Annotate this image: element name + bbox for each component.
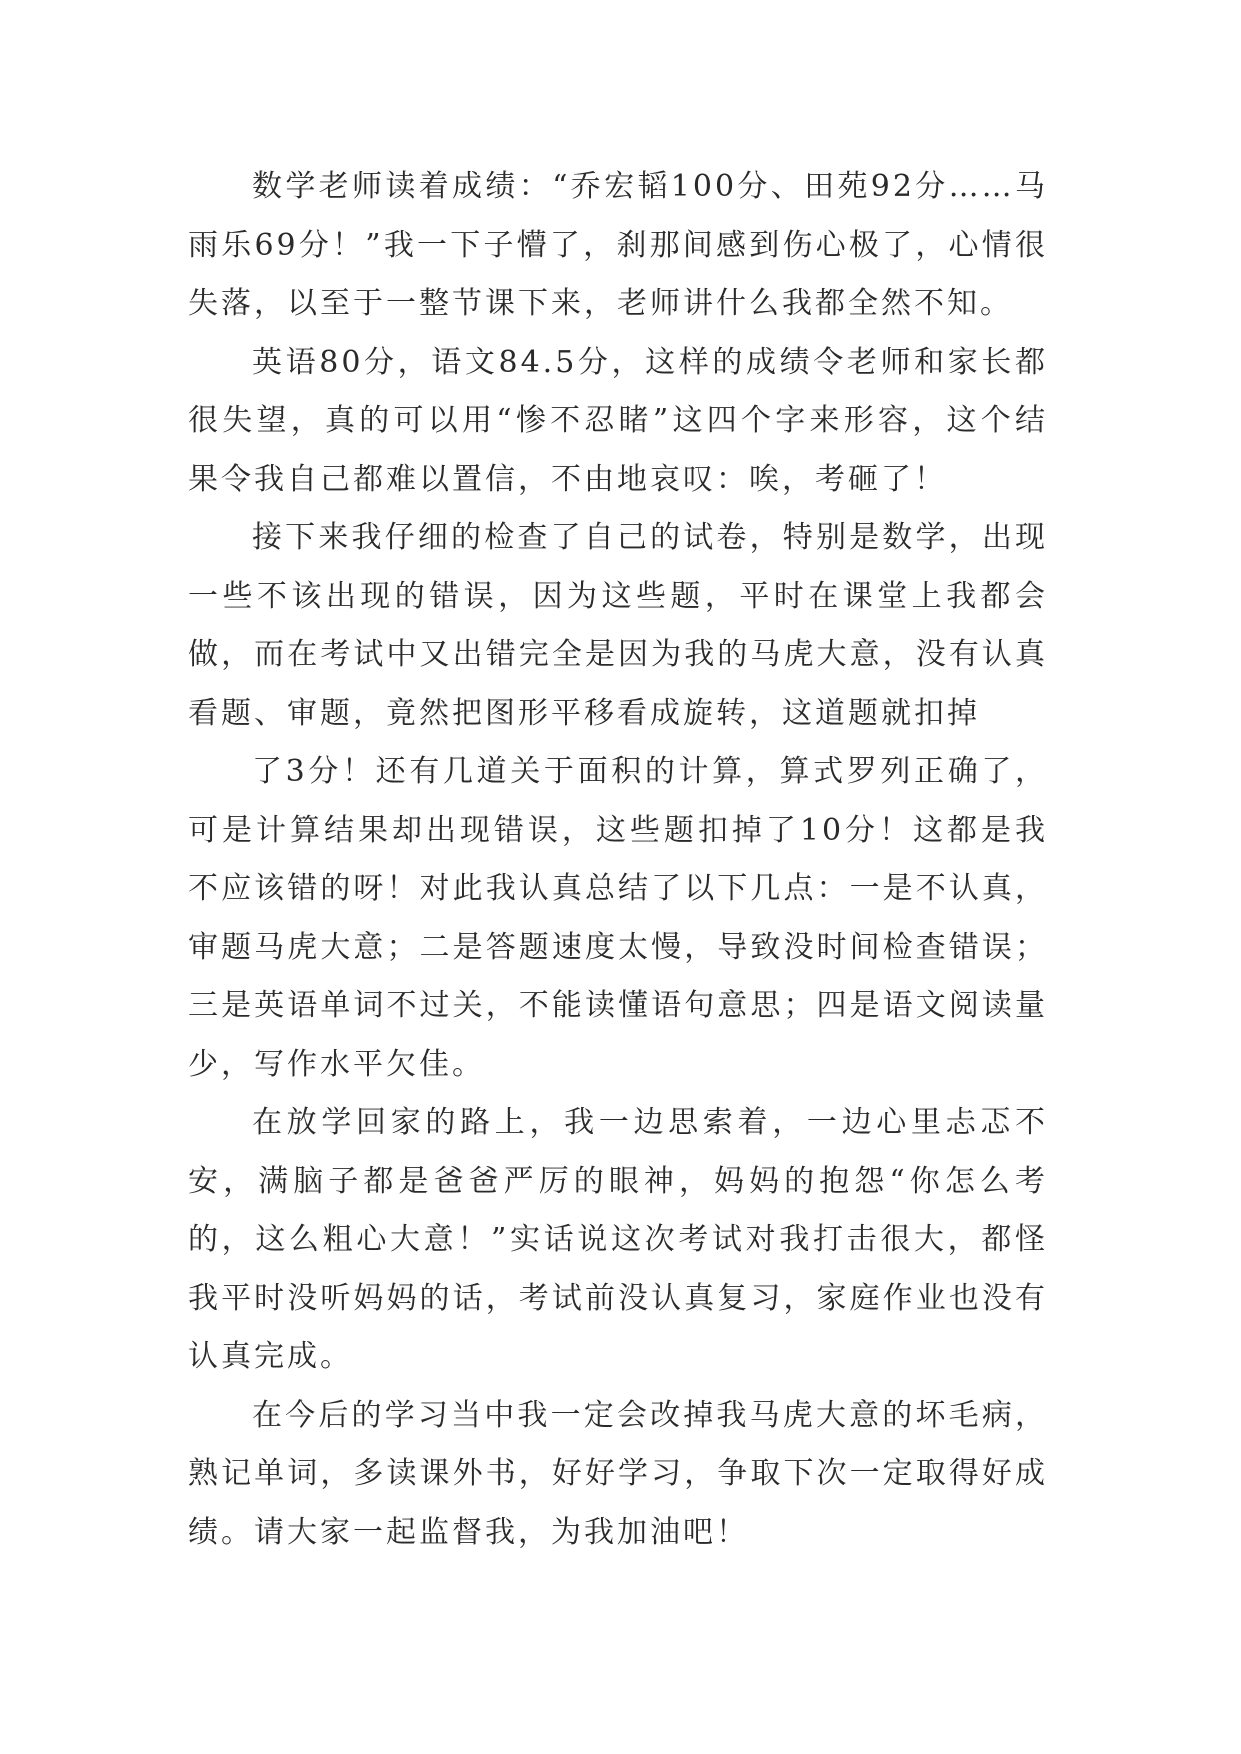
paragraph-1: 数学老师读着成绩：“乔宏韬100分、田苑92分……马雨乐69分！”我一下子懵了，刹那间感到伤心极了，心情很失落，以至于一整节课下来，老师讲什么我都全然不知。 — [188, 169, 1048, 321]
paragraph-3: 接下来我仔细的检查了自己的试卷，特别是数学，出现一些不该出现的错误，因为这些题，平时在课堂上我都会做，而在考试中又出错完全是因为我的马虎大意，没有认真看题、审题，竟然把图形平移看成旋转，这道题就扣掉 — [188, 520, 1048, 731]
paragraph-2: 英语80分，语文84.5分，这样的成绩令老师和家长都很失望，真的可以用“惨不忍睹”这四个字来形容，这个结果令我自己都难以置信，不由地哀叹：唉，考砸了！ — [188, 344, 1048, 497]
paragraph-6: 在今后的学习当中我一定会改掉我马虎大意的坏毛病，熟记单词，多读课外书，好好学习，争取下次一定取得好成绩。请大家一起监督我，为我加油吧！ — [188, 1397, 1048, 1550]
document-body — [188, 158, 1048, 1562]
paragraph-4: 了3分！还有几道关于面积的计算，算式罗列正确了，可是计算结果却出现错误，这些题扣掉了10分！这都是我不应该错的呀！对此我认真总结了以下几点：一是不认真，审题马虎大意；二是答题速度太慢，导致没时间检查错误；三是英语单词不过关，不能读懂语句意思；四是语文阅读量少，写作水平欠佳。 — [188, 754, 1048, 1082]
paragraph-5: 在放学回家的路上，我一边思索着，一边心里忐忑不安，满脑子都是爸爸严厉的眼神，妈妈的抱怨“你怎么考的，这么粗心大意！”实话说这次考试对我打击很大，都怪我平时没听妈妈的话，考试前没认真复习，家庭作业也没有认真完成。 — [188, 1105, 1048, 1374]
